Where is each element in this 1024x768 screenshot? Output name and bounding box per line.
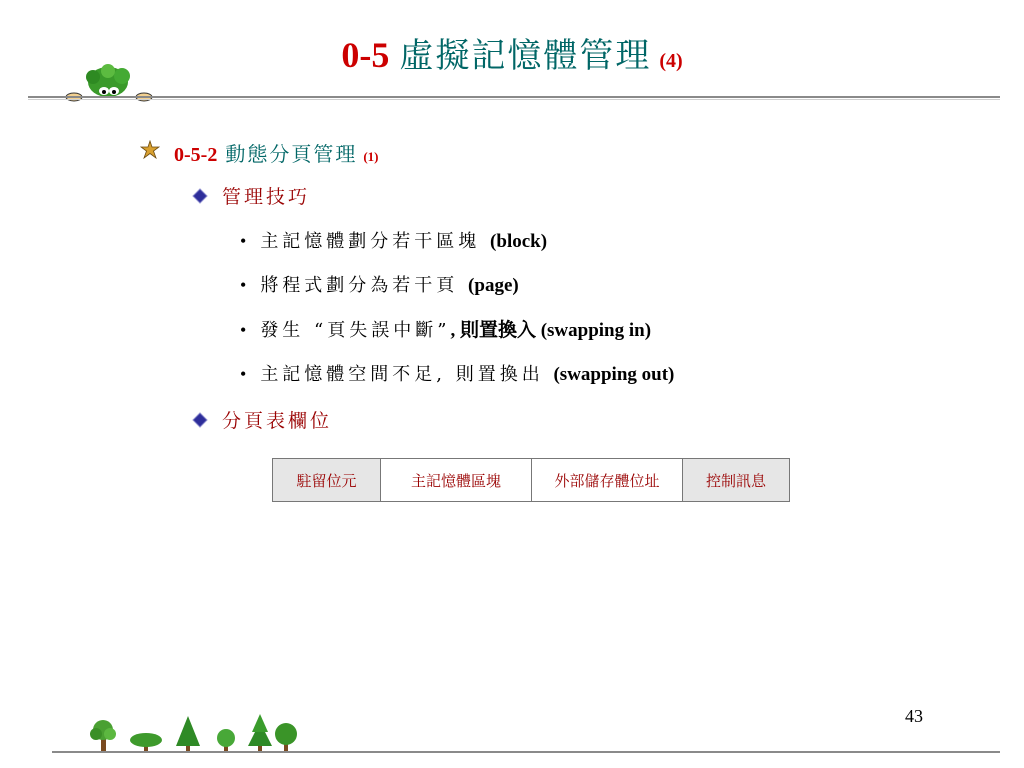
title-text: 虛擬記憶體管理: [399, 36, 652, 76]
section-heading: [140, 138, 379, 167]
star-bullet-icon: [140, 140, 160, 160]
list-item: • 主記憶體劃分若干區塊 (block): [240, 231, 548, 252]
trees-decoration-icon: [84, 712, 314, 754]
tree-mascot-icon: [60, 64, 160, 104]
table-row: [273, 459, 790, 502]
diamond-bullet-icon: [192, 412, 208, 428]
table-cell: 控制訊息: [683, 459, 790, 502]
subsection-item: [192, 406, 332, 433]
header-rule-shadow: [28, 99, 1000, 100]
header-rule: [28, 96, 1000, 98]
bullet-dot-icon: •: [240, 231, 247, 251]
title-suffix: (4): [659, 50, 683, 72]
subsection-label: 分頁表欄位: [222, 410, 333, 432]
subsection-item: [192, 182, 310, 209]
subsection-label: 管理技巧: [222, 186, 311, 208]
section-code: 0-5-2: [174, 144, 218, 166]
footer-rule: [52, 751, 1000, 753]
page-table-fields: [272, 458, 790, 502]
title-number: 0-5: [341, 35, 390, 75]
section-suffix: (1): [363, 149, 379, 164]
page-number: 43: [905, 706, 923, 726]
table-cell: 駐留位元: [273, 459, 381, 502]
section-text: 動態分頁管理: [225, 142, 358, 166]
bullet-dot-icon: •: [240, 364, 247, 384]
table-cell: 主記憶體區塊: [381, 459, 532, 502]
bullet-dot-icon: •: [240, 320, 247, 340]
bullet-dot-icon: •: [240, 275, 247, 295]
table-cell: 外部儲存體位址: [532, 459, 683, 502]
list-item: • 發生 “頁失誤中斷”, 則置換入 (swapping in): [240, 320, 652, 341]
diamond-bullet-icon: [192, 188, 208, 204]
list-item: • 主記憶體空間不足, 則置換出 (swapping out): [240, 364, 675, 385]
list-item: • 將程式劃分為若干頁 (page): [240, 275, 519, 296]
